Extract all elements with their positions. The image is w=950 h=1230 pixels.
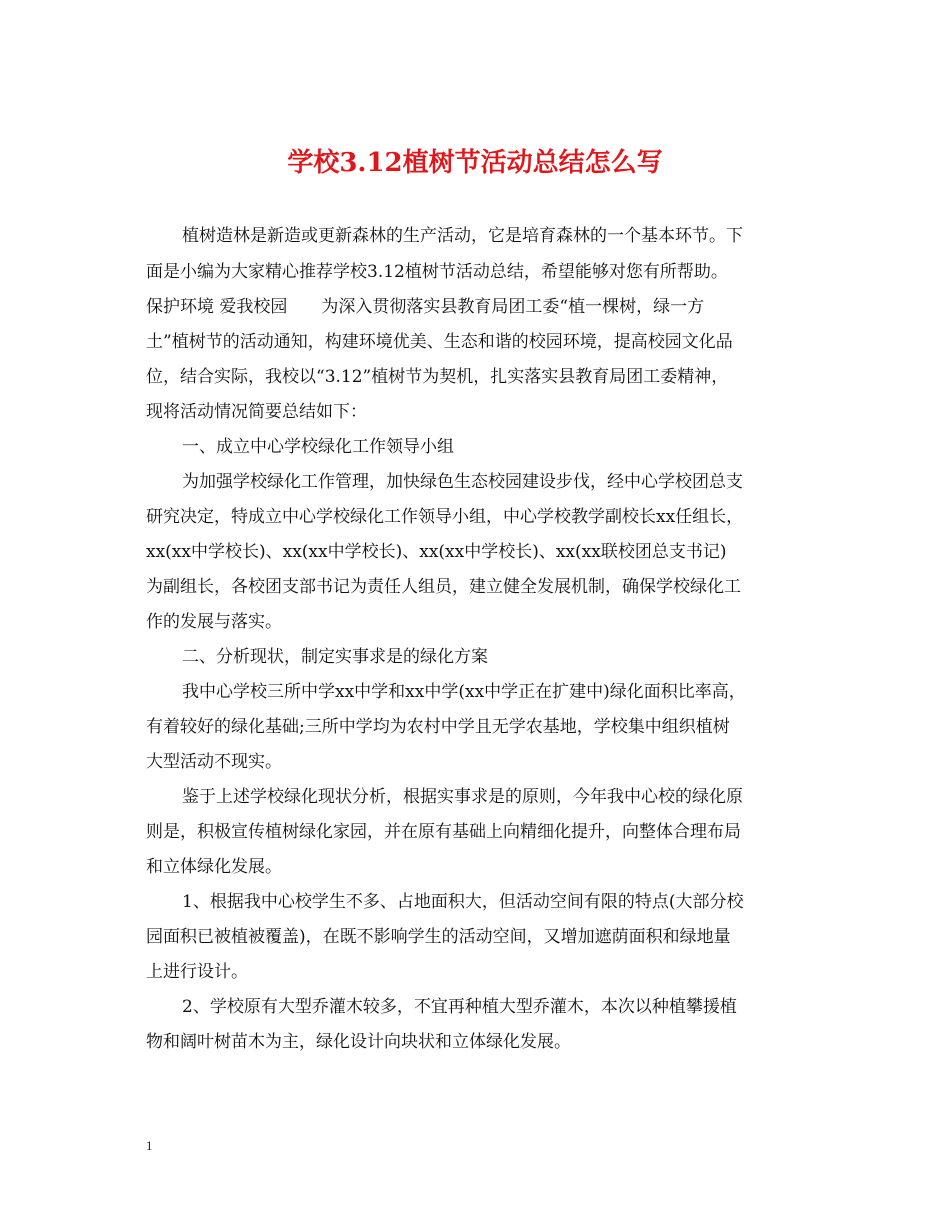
paragraph-line: 位，结合实际，我校以“3.12”植树节为契机，扎实落实县教育局团工委精神，	[146, 367, 729, 387]
paragraph-line: 鉴于上述学校绿化现状分析，根据实事求是的原则，今年我中心校的绿化原	[182, 787, 743, 807]
paragraph-line: 则是，积极宣传植树绿化家园，并在原有基础上向精细化提升，向整体合理布局	[146, 822, 741, 842]
section-heading: 一、成立中心学校绿化工作领导小组	[182, 437, 454, 457]
paragraph-line: 我中心学校三所中学xx中学和xx中学(xx中学正在扩建中)绿化面积比率高，	[182, 682, 746, 702]
document-title: 学校3.12植树节活动总结怎么写	[287, 148, 663, 178]
paragraph-line: 1、根据我中心校学生不多、占地面积大，但活动空间有限的特点(大部分校	[182, 892, 744, 912]
paragraph-line: 现将活动情况简要总结如下：	[146, 402, 367, 422]
paragraph-line: 园面积已被植被覆盖)，在既不影响学生的活动空间，又增加遮荫面积和绿地量	[146, 927, 731, 947]
section-heading: 二、分析现状，制定实事求是的绿化方案	[182, 647, 488, 667]
paragraph-line: 为加强学校绿化工作管理，加快绿色生态校园建设步伐，经中心学校团总支	[182, 472, 743, 492]
paragraph-line: 土”植树节的活动通知，构建环境优美、生态和谐的校园环境，提高校园文化品	[146, 332, 733, 352]
paragraph-line: 2、学校原有大型乔灌木较多，不宜再种植大型乔灌木，本次以种植攀援植	[182, 997, 737, 1017]
paragraph-line: 研究决定，特成立中心学校绿化工作领导小组，中心学校教学副校长xx任组长，	[146, 507, 744, 527]
paragraph-line: 上进行设计。	[146, 962, 248, 982]
paragraph-line: 大型活动不现实。	[146, 752, 282, 772]
paragraph-line: 有着较好的绿化基础;三所中学均为农村中学且无学农基地，学校集中组织植树	[146, 717, 730, 737]
paragraph-line: xx(xx中学校长)、xx(xx中学校长)、xx(xx中学校长)、xx(xx联校团总支书记)	[146, 542, 727, 562]
paragraph-line: 植树造林是新造或更新森林的生产活动，它是培育森林的一个基本环节。下	[182, 226, 743, 246]
paragraph-line: 保护环境 爱我校园 为深入贯彻落实县教育局团工委“植一棵树，绿一方	[146, 297, 705, 317]
page-number: 1	[146, 1138, 153, 1153]
paragraph-line: 为副组长，各校团支部书记为责任人组员，建立健全发展机制，确保学校绿化工	[146, 577, 741, 597]
paragraph-line: 和立体绿化发展。	[146, 857, 282, 877]
paragraph-line: 作的发展与落实。	[146, 612, 282, 632]
paragraph-line: 物和阔叶树苗木为主，绿化设计向块状和立体绿化发展。	[146, 1032, 571, 1052]
paragraph-line: 面是小编为大家精心推荐学校3.12植树节活动总结，希望能够对您有所帮助。	[146, 262, 728, 282]
